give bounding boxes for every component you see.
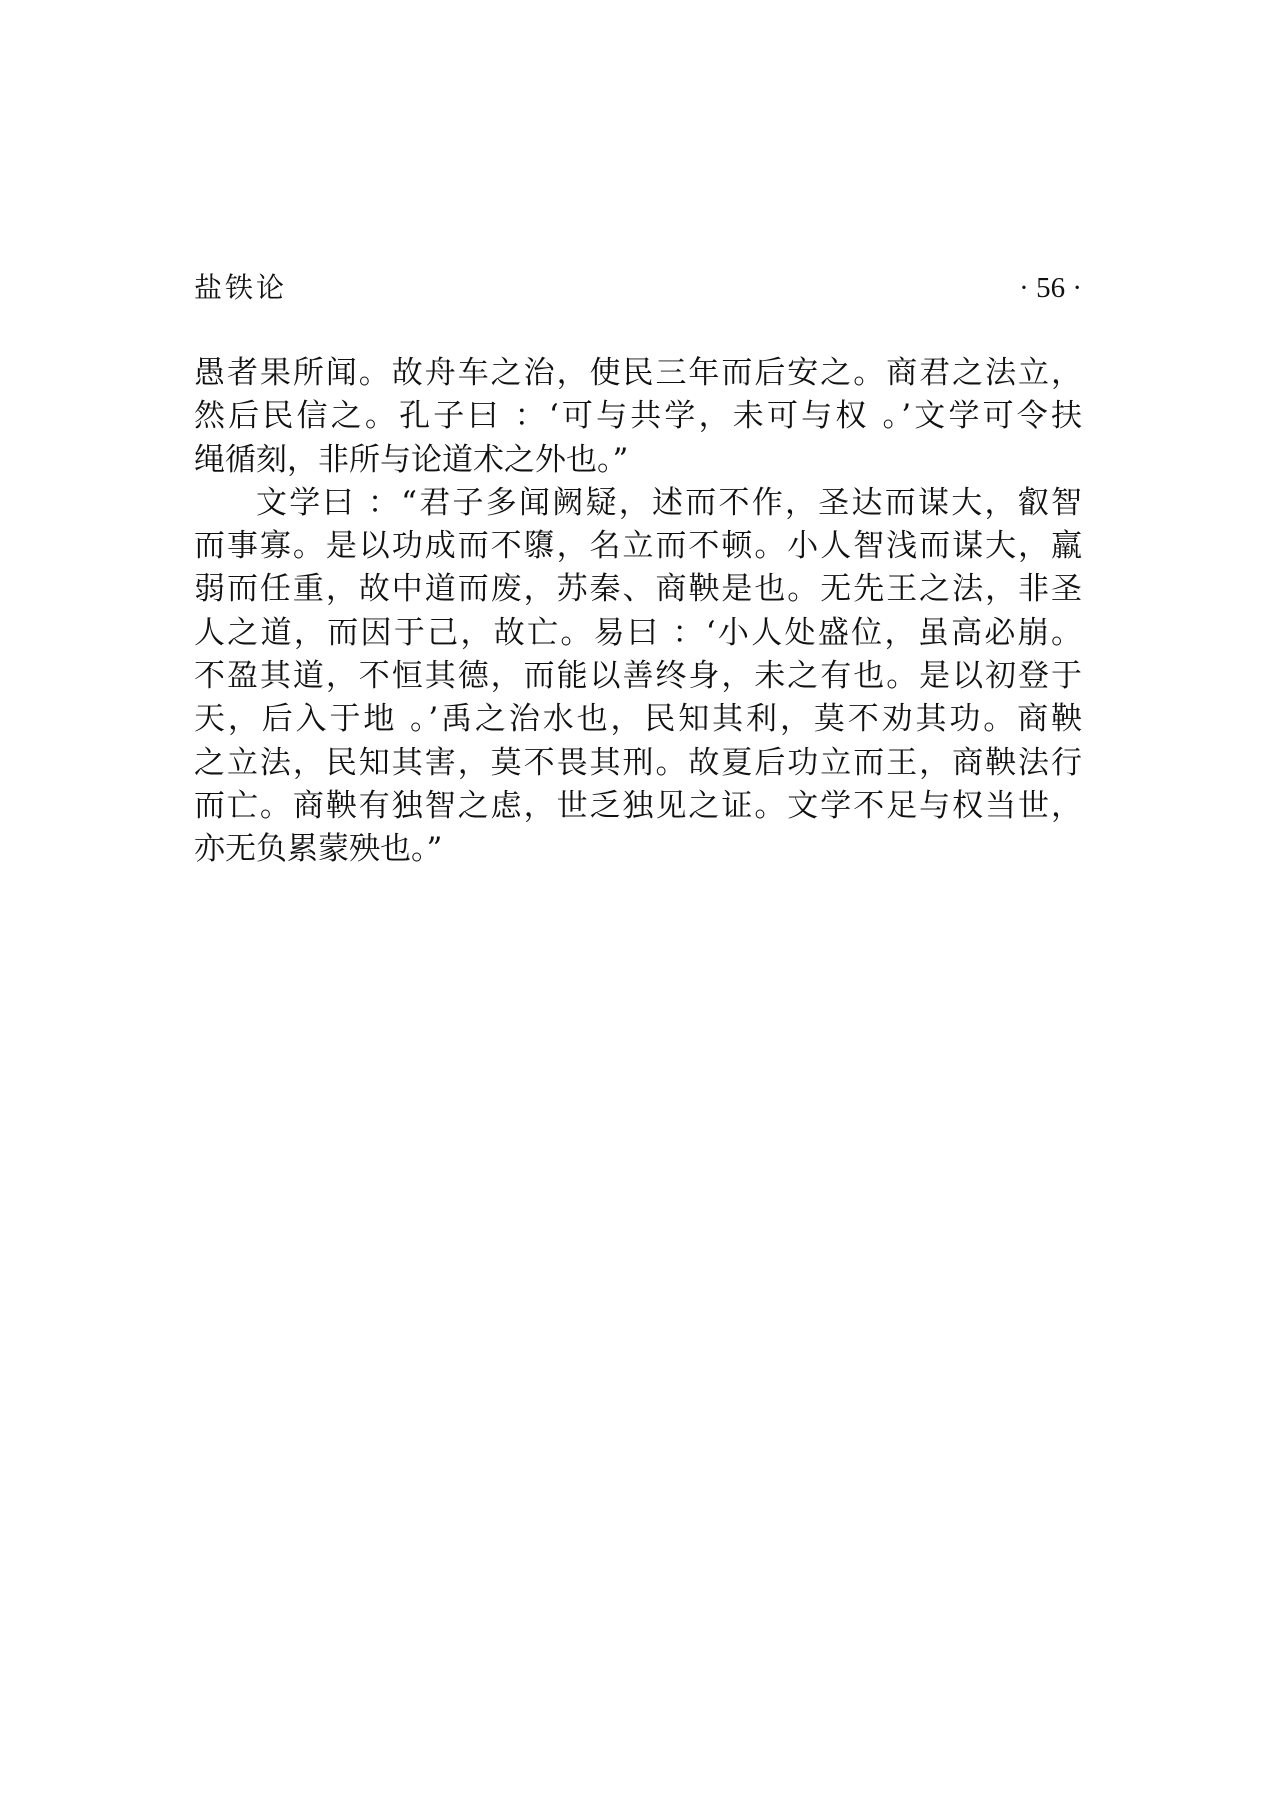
page-number: · 56 · [1019,272,1082,304]
text-line: 然后民信之。孔子曰 ：‘可与共学，未可与权 。’文学可令扶 [194,398,1082,435]
page-header [194,268,1082,308]
text-line: 天，后入于地 。’禹之治水也，民知其利，莫不劝其功。商鞅 [194,701,1082,738]
text-line: 不盈其道，不恒其德，而能以善终身，未之有也。是以初登于 [194,658,1082,695]
body-text [194,352,1082,872]
text-line: 亦无负累蒙殃也。” [194,831,443,868]
text-line: 绳循刻，非所与论道术之外也。” [194,441,629,478]
text-line: 而事寡。是以功成而不隳，名立而不顿。小人智浅而谋大，羸 [194,528,1082,565]
text-line: 之立法，民知其害，莫不畏其刑。故夏后功立而王，商鞅法行 [194,744,1082,781]
text-line: 弱而任重，故中道而废，苏秦、商鞅是也。无先王之法，非圣 [194,571,1082,608]
text-line: 愚者果所闻。故舟车之治，使民三年而后安之。商君之法立， [194,355,1082,391]
text-line: 文学曰 ：“君子多闻阙疑，述而不作，圣达而谋大，叡智 [256,484,1082,521]
text-line: 人之道，而因于己，故亡。易曰 ：‘小人处盛位，虽高必崩。 [194,614,1082,651]
running-title: 盐铁论 [194,271,288,304]
text-line: 而亡。商鞅有独智之虑，世乏独见之证。文学不足与权当世， [194,787,1082,824]
